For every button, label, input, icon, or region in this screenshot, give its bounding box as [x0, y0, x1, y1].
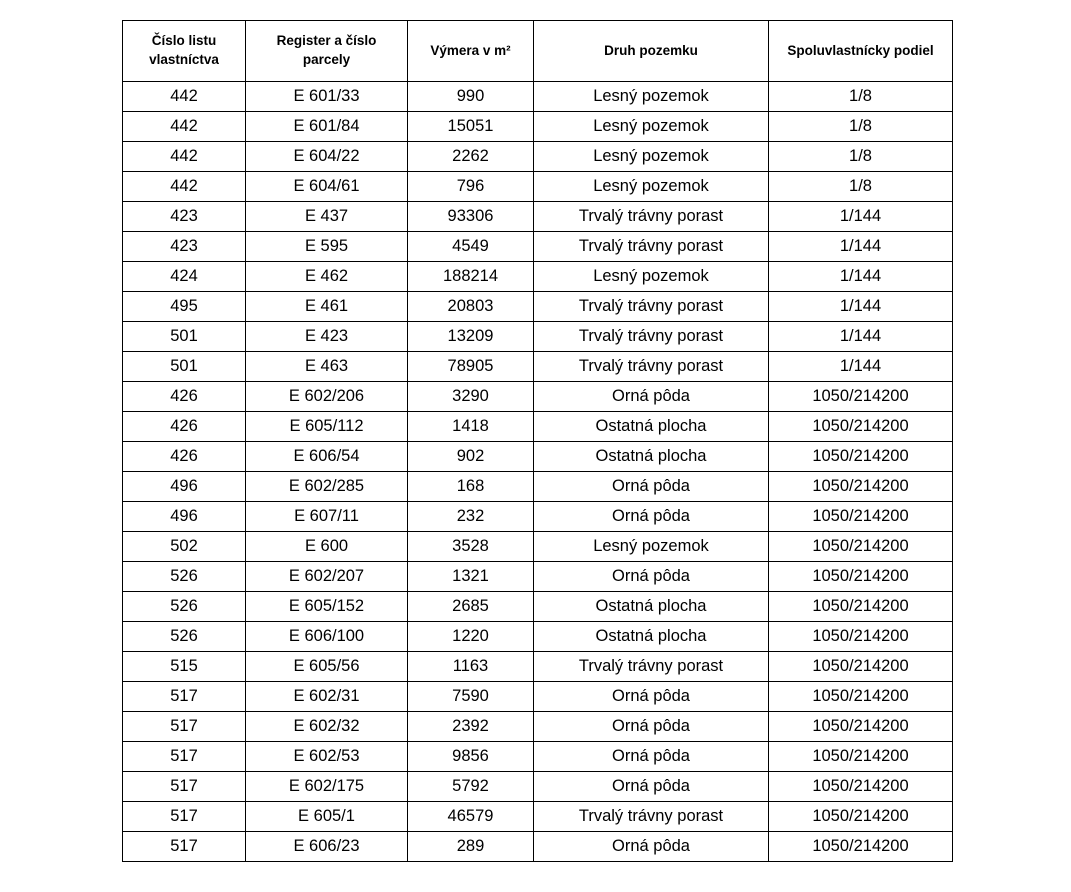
cell-share: 1/144 — [769, 292, 953, 322]
cell-land-type: Orná pôda — [534, 382, 769, 412]
cell-share: 1/144 — [769, 352, 953, 382]
cell-area: 20803 — [408, 292, 534, 322]
cell-area: 3290 — [408, 382, 534, 412]
cell-parcel: E 602/32 — [246, 712, 408, 742]
cell-share: 1050/214200 — [769, 682, 953, 712]
cell-land-type: Lesný pozemok — [534, 82, 769, 112]
cell-land-type: Orná pôda — [534, 742, 769, 772]
cell-parcel: E 423 — [246, 322, 408, 352]
cell-land-type: Lesný pozemok — [534, 142, 769, 172]
cell-land-type: Orná pôda — [534, 712, 769, 742]
table-row — [123, 172, 953, 202]
table-row — [123, 262, 953, 292]
cell-lv-number: 517 — [123, 712, 246, 742]
cell-parcel: E 602/31 — [246, 682, 408, 712]
cell-area: 2262 — [408, 142, 534, 172]
cell-area: 4549 — [408, 232, 534, 262]
cell-parcel: E 602/206 — [246, 382, 408, 412]
cell-share: 1/144 — [769, 202, 953, 232]
cell-area: 188214 — [408, 262, 534, 292]
cell-land-type: Ostatná plocha — [534, 442, 769, 472]
cell-lv-number: 501 — [123, 352, 246, 382]
cell-share: 1050/214200 — [769, 592, 953, 622]
cell-land-type: Orná pôda — [534, 562, 769, 592]
cell-share: 1050/214200 — [769, 802, 953, 832]
table-header — [123, 21, 953, 82]
table-row — [123, 532, 953, 562]
cell-lv-number: 517 — [123, 772, 246, 802]
cell-land-type: Ostatná plocha — [534, 412, 769, 442]
table-row — [123, 292, 953, 322]
table-row — [123, 772, 953, 802]
column-header-area: Výmera v m² — [408, 21, 534, 82]
cell-parcel: E 605/152 — [246, 592, 408, 622]
cell-share: 1/144 — [769, 322, 953, 352]
cell-land-type: Orná pôda — [534, 472, 769, 502]
cell-area: 2685 — [408, 592, 534, 622]
cell-parcel: E 605/112 — [246, 412, 408, 442]
cell-area: 93306 — [408, 202, 534, 232]
cell-land-type: Orná pôda — [534, 832, 769, 862]
cell-area: 1321 — [408, 562, 534, 592]
cell-land-type: Trvalý trávny porast — [534, 202, 769, 232]
parcel-table — [122, 20, 953, 862]
cell-land-type: Trvalý trávny porast — [534, 232, 769, 262]
table-row — [123, 442, 953, 472]
cell-area: 7590 — [408, 682, 534, 712]
cell-share: 1050/214200 — [769, 832, 953, 862]
cell-area: 9856 — [408, 742, 534, 772]
cell-parcel: E 462 — [246, 262, 408, 292]
cell-parcel: E 606/23 — [246, 832, 408, 862]
cell-lv-number: 517 — [123, 682, 246, 712]
cell-area: 168 — [408, 472, 534, 502]
cell-share: 1050/214200 — [769, 532, 953, 562]
cell-parcel: E 602/175 — [246, 772, 408, 802]
cell-share: 1050/214200 — [769, 562, 953, 592]
cell-lv-number: 424 — [123, 262, 246, 292]
cell-share: 1050/214200 — [769, 502, 953, 532]
table-row — [123, 742, 953, 772]
cell-lv-number: 426 — [123, 442, 246, 472]
cell-area: 289 — [408, 832, 534, 862]
cell-lv-number: 517 — [123, 802, 246, 832]
cell-lv-number: 442 — [123, 82, 246, 112]
table-row — [123, 472, 953, 502]
cell-lv-number: 426 — [123, 382, 246, 412]
cell-area: 902 — [408, 442, 534, 472]
cell-area: 3528 — [408, 532, 534, 562]
cell-parcel: E 606/54 — [246, 442, 408, 472]
cell-share: 1050/214200 — [769, 412, 953, 442]
table-row — [123, 382, 953, 412]
cell-area: 2392 — [408, 712, 534, 742]
cell-share: 1050/214200 — [769, 442, 953, 472]
cell-parcel: E 606/100 — [246, 622, 408, 652]
cell-lv-number: 426 — [123, 412, 246, 442]
cell-share: 1050/214200 — [769, 772, 953, 802]
cell-lv-number: 517 — [123, 832, 246, 862]
cell-land-type: Orná pôda — [534, 502, 769, 532]
cell-parcel: E 437 — [246, 202, 408, 232]
cell-land-type: Lesný pozemok — [534, 112, 769, 142]
cell-share: 1050/214200 — [769, 652, 953, 682]
cell-land-type: Ostatná plocha — [534, 622, 769, 652]
table-row — [123, 802, 953, 832]
cell-share: 1/144 — [769, 262, 953, 292]
cell-area: 15051 — [408, 112, 534, 142]
cell-area: 46579 — [408, 802, 534, 832]
cell-land-type: Ostatná plocha — [534, 592, 769, 622]
cell-share: 1050/214200 — [769, 622, 953, 652]
cell-share: 1/144 — [769, 232, 953, 262]
cell-land-type: Orná pôda — [534, 772, 769, 802]
cell-lv-number: 526 — [123, 622, 246, 652]
table-row — [123, 502, 953, 532]
cell-parcel: E 605/1 — [246, 802, 408, 832]
cell-land-type: Trvalý trávny porast — [534, 292, 769, 322]
cell-land-type: Orná pôda — [534, 682, 769, 712]
table-row — [123, 592, 953, 622]
cell-lv-number: 502 — [123, 532, 246, 562]
cell-area: 13209 — [408, 322, 534, 352]
table-row — [123, 412, 953, 442]
cell-area: 990 — [408, 82, 534, 112]
cell-lv-number: 496 — [123, 502, 246, 532]
cell-lv-number: 515 — [123, 652, 246, 682]
cell-lv-number: 526 — [123, 562, 246, 592]
cell-area: 5792 — [408, 772, 534, 802]
cell-land-type: Trvalý trávny porast — [534, 352, 769, 382]
column-header-share: Spoluvlastnícky podiel — [769, 21, 953, 82]
table-row — [123, 142, 953, 172]
cell-share: 1050/214200 — [769, 742, 953, 772]
cell-share: 1/8 — [769, 112, 953, 142]
cell-land-type: Lesný pozemok — [534, 532, 769, 562]
cell-area: 1418 — [408, 412, 534, 442]
cell-parcel: E 461 — [246, 292, 408, 322]
cell-land-type: Trvalý trávny porast — [534, 652, 769, 682]
cell-lv-number: 423 — [123, 202, 246, 232]
column-header-lv-number: Číslo listu vlastníctva — [123, 21, 246, 82]
cell-parcel: E 595 — [246, 232, 408, 262]
cell-lv-number: 423 — [123, 232, 246, 262]
cell-parcel: E 602/207 — [246, 562, 408, 592]
table-body — [123, 82, 953, 862]
cell-parcel: E 601/84 — [246, 112, 408, 142]
cell-share: 1/8 — [769, 82, 953, 112]
cell-area: 1163 — [408, 652, 534, 682]
cell-parcel: E 605/56 — [246, 652, 408, 682]
cell-land-type: Lesný pozemok — [534, 262, 769, 292]
column-header-land-type: Druh pozemku — [534, 21, 769, 82]
cell-parcel: E 463 — [246, 352, 408, 382]
cell-share: 1050/214200 — [769, 472, 953, 502]
cell-lv-number: 517 — [123, 742, 246, 772]
cell-lv-number: 442 — [123, 112, 246, 142]
cell-area: 232 — [408, 502, 534, 532]
cell-lv-number: 501 — [123, 322, 246, 352]
cell-lv-number: 442 — [123, 142, 246, 172]
cell-share: 1050/214200 — [769, 382, 953, 412]
cell-parcel: E 602/53 — [246, 742, 408, 772]
table-row — [123, 82, 953, 112]
table-row — [123, 112, 953, 142]
table-row — [123, 202, 953, 232]
cell-area: 1220 — [408, 622, 534, 652]
table-row — [123, 712, 953, 742]
column-header-parcel: Register a číslo parcely — [246, 21, 408, 82]
cell-land-type: Lesný pozemok — [534, 172, 769, 202]
table-row — [123, 232, 953, 262]
table-row — [123, 682, 953, 712]
cell-parcel: E 607/11 — [246, 502, 408, 532]
cell-share: 1050/214200 — [769, 712, 953, 742]
cell-area: 78905 — [408, 352, 534, 382]
table-row — [123, 832, 953, 862]
cell-lv-number: 442 — [123, 172, 246, 202]
table-row — [123, 652, 953, 682]
cell-area: 796 — [408, 172, 534, 202]
table-row — [123, 352, 953, 382]
cell-parcel: E 604/61 — [246, 172, 408, 202]
cell-lv-number: 496 — [123, 472, 246, 502]
table-row — [123, 322, 953, 352]
cell-share: 1/8 — [769, 172, 953, 202]
cell-land-type: Trvalý trávny porast — [534, 322, 769, 352]
cell-parcel: E 601/33 — [246, 82, 408, 112]
header-row — [123, 21, 953, 82]
cell-share: 1/8 — [769, 142, 953, 172]
cell-lv-number: 495 — [123, 292, 246, 322]
cell-parcel: E 600 — [246, 532, 408, 562]
cell-land-type: Trvalý trávny porast — [534, 802, 769, 832]
table-row — [123, 622, 953, 652]
cell-lv-number: 526 — [123, 592, 246, 622]
parcel-table-container — [122, 20, 952, 862]
cell-parcel: E 602/285 — [246, 472, 408, 502]
table-row — [123, 562, 953, 592]
cell-parcel: E 604/22 — [246, 142, 408, 172]
